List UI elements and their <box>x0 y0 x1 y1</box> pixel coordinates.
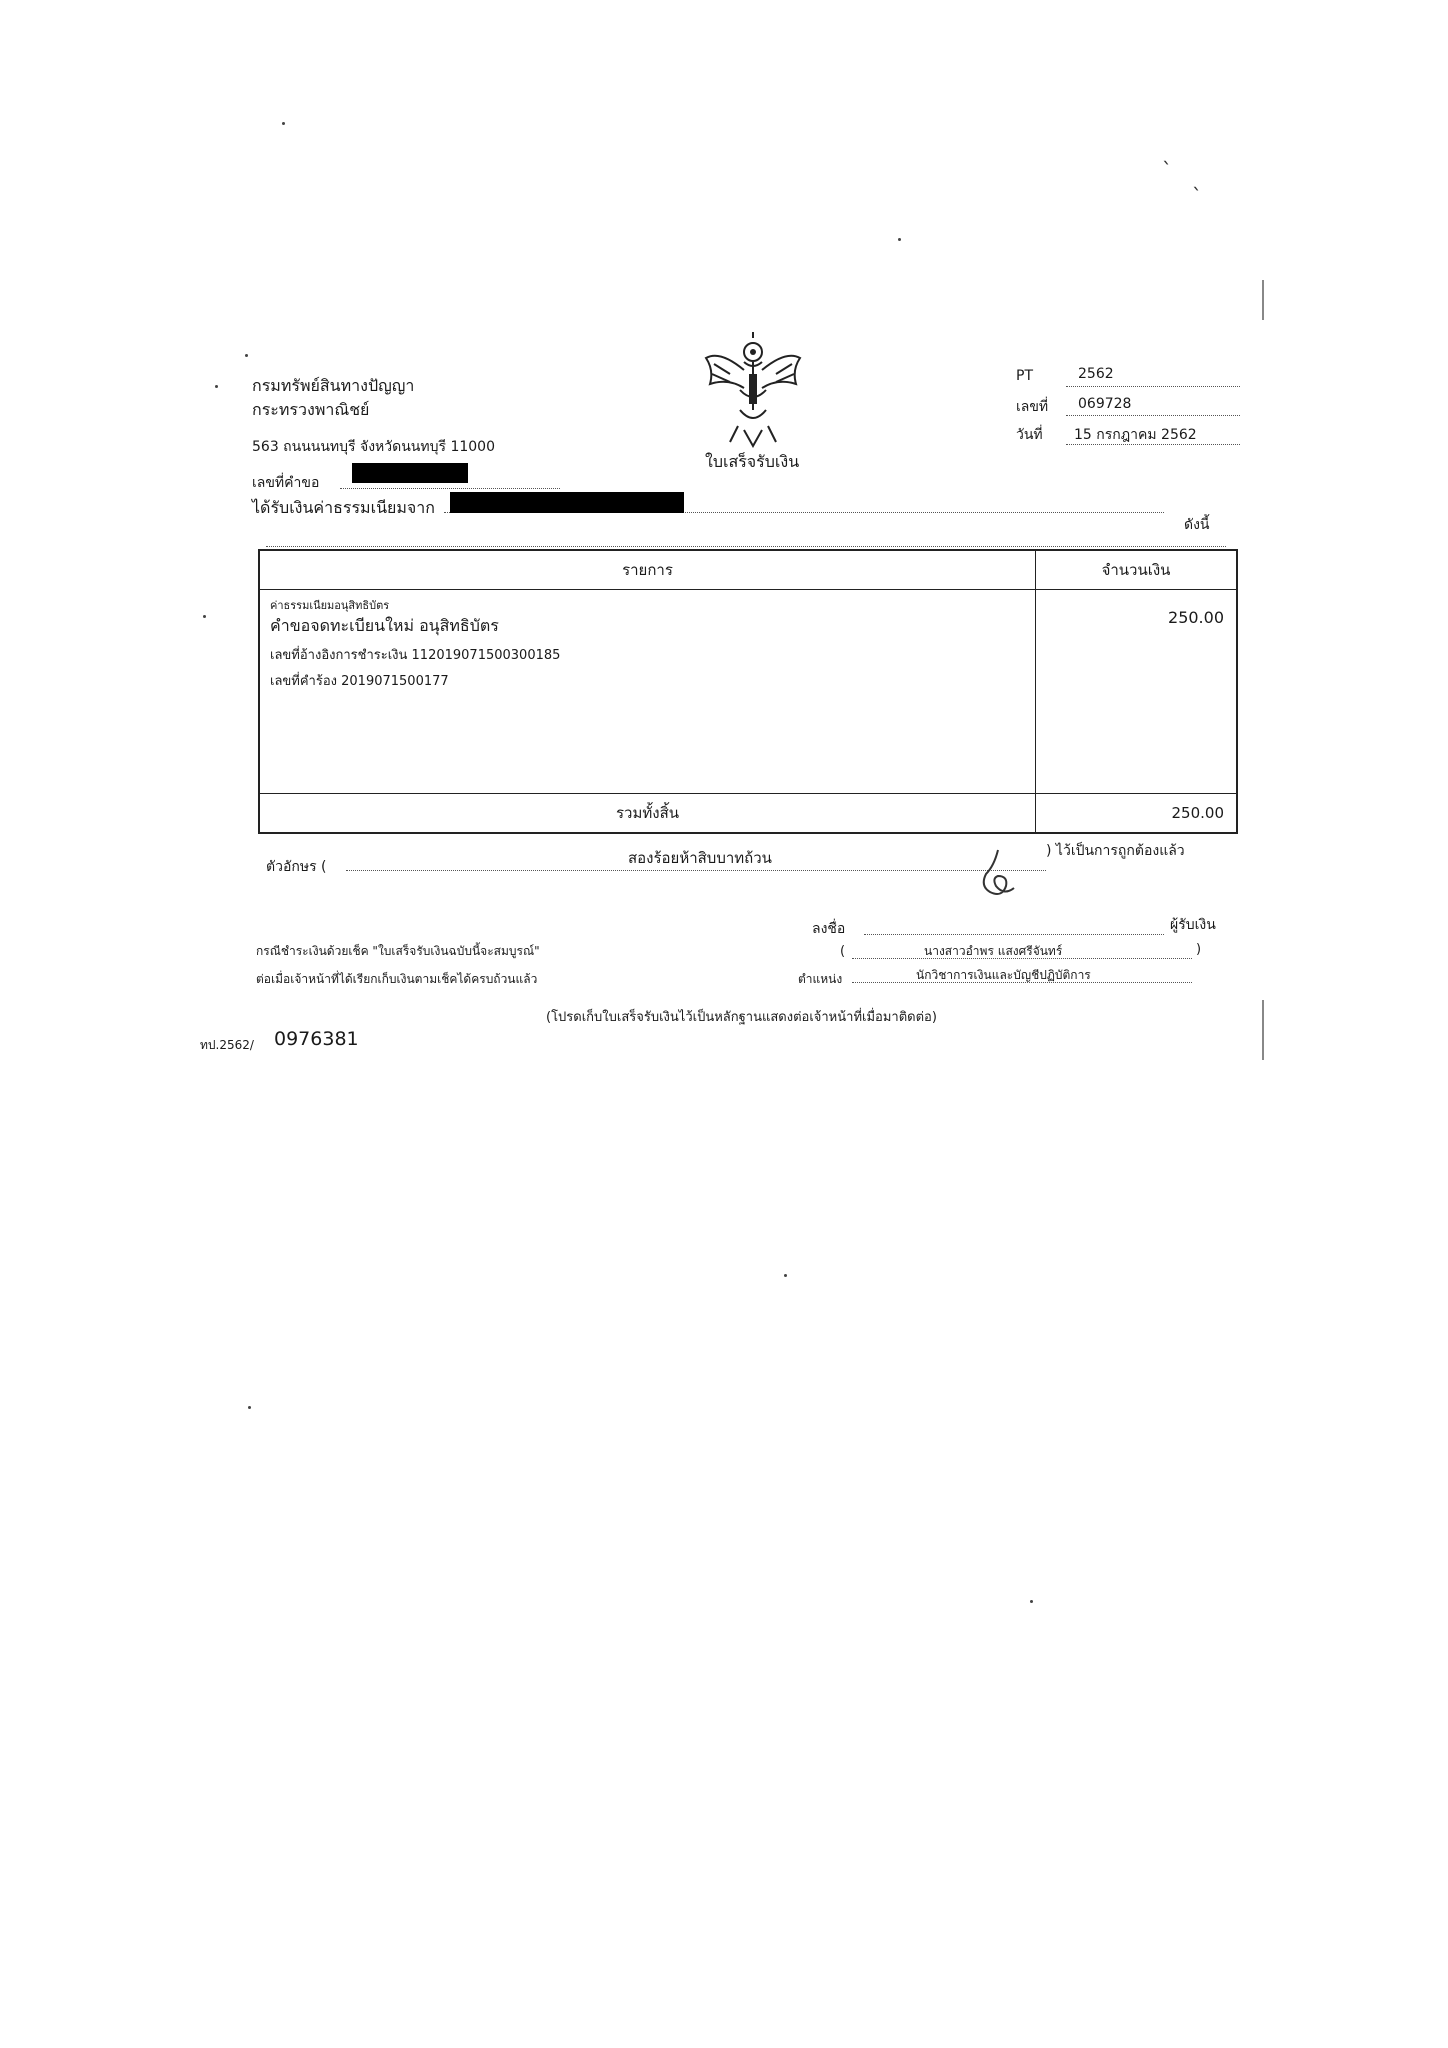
speck <box>215 385 218 388</box>
agency-address: 563 ถนนนนทบุรี จังหวัดนนทบุรี 11000 <box>252 439 495 455</box>
item-reference: เลขที่อ้างอิงการชำระเงิน 112019071500300185 <box>270 647 561 663</box>
item-petition: เลขที่คำร้อง 2019071500177 <box>270 673 449 689</box>
items-table <box>258 549 1238 834</box>
total-amount-cell: 250.00 <box>1036 794 1238 833</box>
document-title: ใบเสร็จรับเงิน <box>705 452 800 471</box>
cheque-note-line2: ต่อเมื่อเจ้าหน้าที่ได้เรียกเก็บเงินตามเช็คได้ครบถ้วนแล้ว <box>256 972 538 986</box>
speck <box>245 354 248 357</box>
paren-open: ( <box>840 944 846 959</box>
receipt-number-label: เลขที่ <box>1016 399 1049 415</box>
col-amount-header: จำนวนเงิน <box>1036 550 1238 589</box>
ministry-name: กระทรวงพาณิชย์ <box>252 400 370 419</box>
amount-words-value: สองร้อยห้าสิบบาทถ้วน <box>628 849 772 867</box>
sign-label: ลงชื่อ <box>812 921 846 937</box>
receiver-role: ผู้รับเงิน <box>1170 917 1216 933</box>
book-value-line <box>1066 386 1240 387</box>
speck <box>1030 1600 1033 1603</box>
scan-mark-top: ` <box>1162 158 1172 182</box>
speck <box>282 122 285 125</box>
request-number-line <box>340 488 560 489</box>
receipt-number-value: 069728 <box>1078 396 1132 412</box>
as-follows-line <box>266 546 1226 547</box>
speck <box>784 1274 787 1277</box>
receipt-number-line <box>1066 415 1240 416</box>
receipt-date-label: วันที่ <box>1016 427 1043 443</box>
item-amount-cell <box>1036 589 1238 794</box>
sign-line <box>864 934 1164 935</box>
keep-receipt-note: (โปรดเก็บใบเสร็จรับเงินไว้เป็นหลักฐานแสดงต่อเจ้าหน้าที่เมื่อมาติดต่อ) <box>546 1010 937 1025</box>
speck <box>898 238 901 241</box>
request-number-redacted <box>352 463 468 483</box>
scan-edge-right-lower <box>1262 1000 1264 1060</box>
signature-scribble <box>976 846 1022 908</box>
department-name: กรมทรัพย์สินทางปัญญา <box>252 376 415 395</box>
col-item-header: รายการ <box>259 550 1036 589</box>
speck <box>203 615 206 618</box>
book-label: PT <box>1016 368 1033 384</box>
position-label: ตำแหน่ง <box>798 972 843 986</box>
garuda-emblem-icon <box>700 330 806 448</box>
total-label-cell: รวมทั้งสิ้น <box>259 794 1036 833</box>
receipt-date-line <box>1066 444 1240 445</box>
serial-prefix: ทป.2562/ <box>200 1038 254 1052</box>
serial-number: 0976381 <box>274 1028 359 1050</box>
received-from-label: ได้รับเงินค่าธรรมเนียมจาก <box>252 498 435 517</box>
payer-name-redacted <box>450 492 684 513</box>
item-category: ค่าธรรมเนียมอนุสิทธิบัตร <box>270 598 390 612</box>
book-value: 2562 <box>1078 366 1114 382</box>
receipt-date-value: 15 กรกฎาคม 2562 <box>1074 427 1197 443</box>
speck <box>248 1406 251 1409</box>
position-value: นักวิชาการเงินและบัญชีปฏิบัติการ <box>916 968 1091 982</box>
item-amount: 250.00 <box>1168 607 1224 627</box>
item-description-cell <box>259 589 1036 794</box>
amount-words-label: ตัวอักษร ( <box>266 859 327 875</box>
item-description: คำขอจดทะเบียนใหม่ อนุสิทธิบัตร <box>270 615 499 635</box>
cheque-note-line1: กรณีชำระเงินด้วยเช็ค "ใบเสร็จรับเงินฉบับนี้จะสมบูรณ์" <box>256 944 540 958</box>
as-follows-label: ดังนี้ <box>1184 517 1210 533</box>
scan-edge-right <box>1262 280 1264 320</box>
request-number-label: เลขที่คำขอ <box>252 475 320 491</box>
scan-mark-top2: ` <box>1192 184 1202 208</box>
receiver-name: นางสาวอำพร แสงศรีจันทร์ <box>924 944 1063 958</box>
amount-words-line <box>346 870 1046 871</box>
amount-words-suffix: ) ไว้เป็นการถูกต้องแล้ว <box>1046 843 1185 859</box>
paren-close: ) <box>1196 942 1202 957</box>
